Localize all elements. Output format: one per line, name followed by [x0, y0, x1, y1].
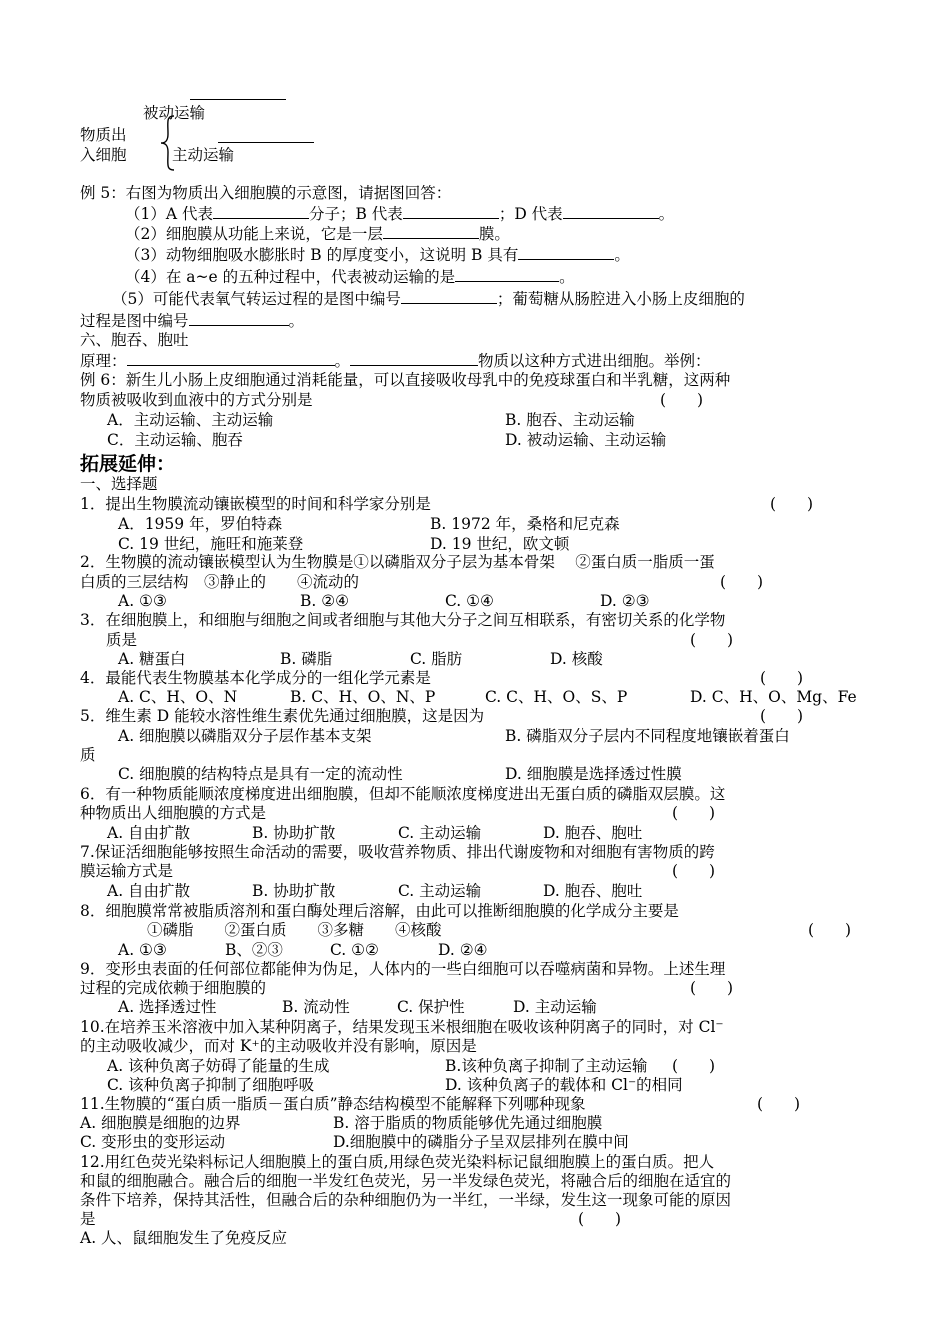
q9-parentheses: ( )	[690, 979, 734, 997]
q7-option-b: B. 协助扩散	[252, 882, 336, 900]
q6-line1: 6．有一种物质能顺浓度梯度进出细胞膜，但却不能顺浓度梯度进出无蛋白质的磷脂双层膜。这	[80, 785, 726, 803]
choice-section-title: 一、选择题	[80, 475, 158, 493]
q7-line1: 7.保证活细胞能够按照生命活动的需要，吸收营养物质、排出代谢废物和对细胞有害物质的跨	[80, 843, 715, 861]
q12-parentheses: ( )	[578, 1210, 622, 1228]
q7-option-a: A. 自由扩散	[107, 882, 191, 900]
q11-parentheses: ( )	[757, 1095, 801, 1113]
q6-option-c: C. 主动运输	[398, 824, 482, 842]
q1-option-d: D. 19 世纪，欧文顿	[430, 535, 570, 553]
q4-option-a: A. C、H、O、N	[118, 688, 238, 706]
example5-q5: （5）可能代表氧气转运过程的是图中编号 ；葡萄糖从肠腔进入小肠上皮细胞的	[112, 290, 745, 308]
section6-title: 六、胞吞、胞吐	[80, 331, 189, 349]
q8-parentheses: ( )	[808, 921, 852, 939]
q10-option-c: C. 该种负离子抑制了细胞呼吸	[107, 1076, 315, 1094]
q1-option-b: B. 1972 年，桑格和尼克森	[430, 515, 620, 533]
option-b: B. 胞吞、主动运输	[505, 411, 635, 429]
active-blank-line	[218, 142, 314, 143]
q3-line2: 质是	[106, 631, 138, 649]
q1-option-c: C. 19 世纪，施旺和施莱登	[118, 535, 304, 553]
q4-option-c: C. C、H、O、S、P	[485, 688, 628, 706]
blank	[563, 204, 659, 219]
q8-stem: 8．细胞膜常常被脂质溶剂和蛋白酶处理后溶解，由此可以推断细胞膜的化学成分主要是	[80, 902, 679, 920]
q12-line3: 条件下培养，保持其活性，但融合后的杂种细胞仍为一半红，一半绿，发生这一现象可能的原因	[80, 1191, 732, 1209]
q2-option-d: D. ②③	[600, 592, 650, 610]
q4-option-b: B. C、H、O、N、P	[290, 688, 436, 706]
q5-option-c: C. 细胞膜的结构特点是具有一定的流动性	[118, 765, 403, 783]
option-c: C．主动运输、胞吞	[107, 431, 243, 449]
q3-parentheses: ( )	[690, 631, 734, 649]
q11-option-d: D.细胞膜中的磷脂分子呈双层排列在膜中间	[333, 1133, 629, 1151]
q10-parentheses: ( )	[672, 1057, 716, 1075]
q9-line1: 9．变形虫表面的任何部位都能伸为伪足，人体内的一些白细胞可以吞噬病菌和异物。上述生理	[80, 960, 726, 978]
q12-line4: 是	[80, 1210, 96, 1228]
transport-label-line1: 物质出	[80, 126, 127, 144]
example6-line2: 物质被吸收到血液中的方式分别是	[80, 391, 313, 409]
q9-option-d: D. 主动运输	[513, 998, 597, 1016]
blank	[518, 245, 614, 260]
q6-option-b: B. 协助扩散	[252, 824, 336, 842]
q8-option-b: B、②③	[225, 941, 283, 959]
q5-stem: 5．维生素 D 能较水溶性维生素优先通过细胞膜，这是因为	[80, 707, 485, 725]
q3-line1: 3．在细胞膜上，和细胞与细胞之间或者细胞与其他大分子之间互相联系，有密切关系的化学物	[80, 611, 726, 629]
q5-option-b: B. 磷脂双分子层内不同程度地镶嵌着蛋白	[505, 727, 790, 745]
q8-option-d: D. ②④	[438, 941, 488, 959]
q9-option-a: A. 选择透过性	[118, 998, 217, 1016]
section6-principle: 原理： 。 物质以这种方式进出细胞。举例：	[80, 352, 711, 370]
q2-line1: 2．生物膜的流动镶嵌模型认为生物膜是①以磷脂双分子层为基本骨架 ②蛋白质一脂质一蛋	[80, 553, 715, 571]
q5-parentheses: ( )	[760, 707, 804, 725]
q4-option-d: D. C、H、O、Mg、Fe	[690, 688, 857, 706]
q10-option-d: D. 该种负离子的载体和 Cl⁻的相同	[445, 1076, 683, 1094]
passive-blank-line	[190, 99, 286, 100]
transport-label-line2: 入细胞	[80, 146, 127, 164]
q3-option-a: A. 糖蛋白	[118, 650, 186, 668]
q11-option-c: C. 变形虫的变形运动	[80, 1133, 226, 1151]
q5-option-d: D. 细胞膜是选择透过性膜	[505, 765, 682, 783]
q12-option-a: A. 人、鼠细胞发生了免疫反应	[80, 1229, 288, 1247]
q3-option-d: D. 核酸	[550, 650, 603, 668]
q10-line2: 的主动吸收减少，而对 K⁺的主动吸收并没有影响，原因是	[80, 1037, 477, 1055]
q7-option-c: C. 主动运输	[398, 882, 482, 900]
blank	[213, 204, 309, 219]
q6-option-a: A. 自由扩散	[107, 824, 191, 842]
q1-parentheses: ( )	[770, 495, 814, 513]
blank	[401, 289, 497, 304]
option-a: A．主动运输、主动运输	[107, 411, 274, 429]
q8-option-c: C. ①②	[330, 941, 379, 959]
q2-option-a: A. ①③	[118, 592, 167, 610]
example5-intro: 例 5：右图为物质出入细胞膜的示意图，请据图回答：	[80, 184, 452, 202]
q4-parentheses: ( )	[760, 669, 804, 687]
q9-option-c: C. 保护性	[397, 998, 465, 1016]
blank	[403, 204, 499, 219]
example5-q2: （2）细胞膜从功能上来说，它是一层 膜。	[125, 225, 510, 243]
q12-line1: 12.用红色荧光染料标记人细胞膜上的蛋白质,用绿色荧光染料标记鼠细胞膜上的蛋白质。把人	[80, 1153, 715, 1171]
example5-q1: （1）A 代表 分子；B 代表 ；D 代表 。	[125, 205, 675, 223]
q6-option-d: D. 胞吞、胞吐	[543, 824, 643, 842]
example5-q5-cont: 过程是图中编号 。	[80, 312, 305, 330]
q11-option-a: A. 细胞膜是细胞的边界	[80, 1114, 241, 1132]
q9-line2: 过程的完成依赖于细胞膜的	[80, 979, 267, 997]
q5-option-b-cont: 质	[80, 746, 96, 764]
q7-line2: 膜运输方式是	[80, 862, 174, 880]
q12-line2: 和鼠的细胞融合。融合后的细胞一半发红色荧光，另一半发绿色荧光，将融合后的细胞在适宜的	[80, 1172, 732, 1190]
q3-option-b: B. 磷脂	[280, 650, 333, 668]
q2-option-b: B. ②④	[300, 592, 350, 610]
blank	[383, 224, 479, 239]
q6-line2: 种物质出人细胞膜的方式是	[80, 804, 267, 822]
blank	[189, 311, 289, 326]
example5-q4: （4）在 a~e 的五种过程中，代表被动运输的是 。	[125, 268, 575, 286]
q2-option-c: C. ①④	[445, 592, 494, 610]
q6-parentheses: ( )	[672, 804, 716, 822]
example5-q3: （3）动物细胞吸水膨胀时 B 的厚度变小，这说明 B 具有 。	[125, 246, 630, 264]
q1-stem: 1．提出生物膜流动镶嵌模型的时间和科学家分别是	[80, 495, 431, 513]
passive-transport-label: 被动运输	[143, 104, 206, 122]
q8-items: ①磷脂 ②蛋白质 ③多糖 ④核酸	[147, 921, 442, 939]
example6-line1: 例 6：新生儿小肠上皮细胞通过消耗能量，可以直接吸收母乳中的免疫球蛋白和半乳糖，这两种	[80, 371, 731, 389]
q7-option-d: D. 胞吞、胞吐	[543, 882, 643, 900]
q2-parentheses: ( )	[720, 573, 764, 591]
answer-parentheses: ( )	[660, 391, 704, 409]
option-d: D. 被动运输、主动运输	[505, 431, 667, 449]
blank	[350, 351, 478, 366]
q4-stem: 4．最能代表生物膜基本化学成分的一组化学元素是	[80, 669, 431, 687]
blank	[127, 351, 335, 366]
q10-option-a: A. 该种负离子妨碍了能量的生成	[107, 1057, 330, 1075]
q10-line1: 10.在培养玉米溶液中加入某种阴离子，结果发现玉米根细胞在吸收该种阴离子的同时，对 Cl⁻	[80, 1018, 724, 1036]
q11-option-b: B. 溶于脂质的物质能够优先通过细胞膜	[333, 1114, 603, 1132]
q1-option-a: A．1959 年，罗伯特森	[118, 515, 283, 533]
q5-option-a: A. 细胞膜以磷脂双分子层作基本支架	[118, 727, 372, 745]
blank	[455, 267, 559, 282]
q3-option-c: C. 脂肪	[410, 650, 463, 668]
q10-option-b: B.该种负离子抑制了主动运输	[445, 1057, 648, 1075]
q2-line2: 白质的三层结构 ③静止的 ④流动的	[80, 573, 360, 591]
q7-parentheses: ( )	[672, 862, 716, 880]
q9-option-b: B. 流动性	[282, 998, 350, 1016]
extension-heading: 拓展延伸：	[80, 453, 176, 475]
q11-stem: 11.生物膜的“蛋白质一脂质－蛋白质”静态结构模型不能解释下列哪种现象	[80, 1095, 586, 1113]
active-transport-label: 主动运输	[172, 146, 235, 164]
q8-option-a: A. ①③	[118, 941, 167, 959]
